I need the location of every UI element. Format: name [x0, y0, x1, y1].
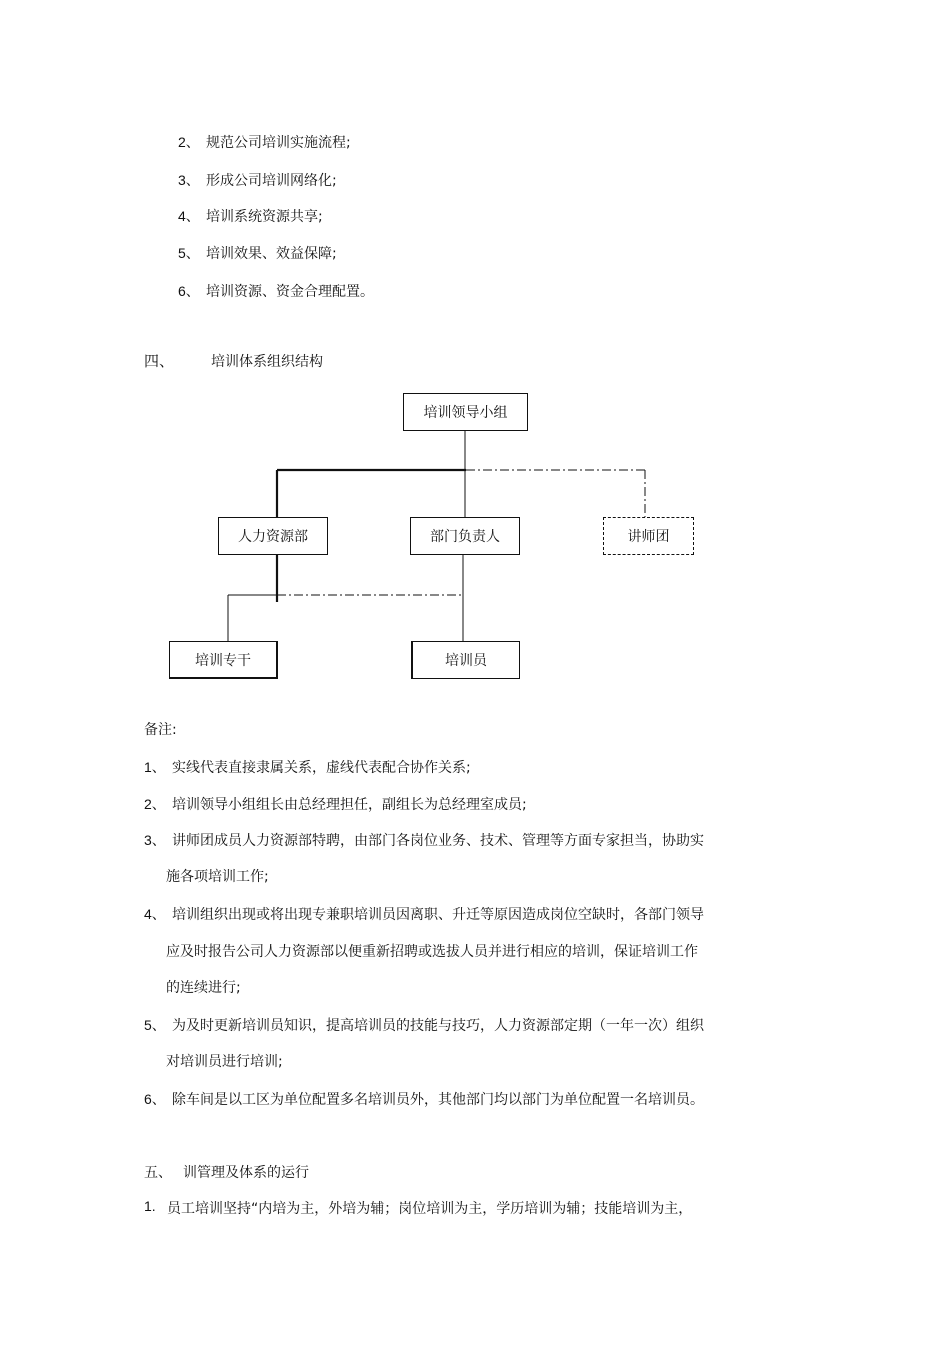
list-number: 2、: [178, 134, 200, 150]
note-text: 讲师团成员人力资源部特聘，由部门各岗位业务、技术、管理等方面专家担当，协助实: [172, 833, 704, 849]
list-item: [178, 281, 374, 301]
list-text: 培训效果、效益保障;: [206, 246, 337, 262]
note-text-continued: 对培训员进行培训;: [166, 1054, 283, 1070]
list-text: 形成公司培训网络化;: [206, 173, 337, 189]
list-text: 培训资源、资金合理配置。: [206, 284, 374, 300]
section-title: 培训体系组织结构: [211, 354, 323, 370]
list-item: [178, 170, 337, 190]
note-text-continued: 的连续进行;: [166, 980, 241, 996]
list-text: 培训系统资源共享;: [206, 209, 323, 225]
list-number: 1.: [144, 1198, 156, 1214]
org-node-lecturer-team: 讲师团: [603, 517, 694, 555]
list-item: [178, 206, 323, 226]
org-node-department-head: 部门负责人: [410, 517, 520, 555]
list-number: 3、: [178, 172, 200, 188]
note-number: 4、: [144, 906, 166, 922]
org-node-training-specialist: 培训专干: [169, 641, 278, 679]
note-text-continued: 施各项培训工作;: [166, 869, 269, 885]
note-text: 为及时更新培训员知识，提高培训员的技能与技巧，人力资源部定期（一年一次）组织: [172, 1018, 704, 1034]
note-text: 除车间是以工区为单位配置多名培训员外，其他部门均以部门为单位配置一名培训员。: [172, 1092, 704, 1108]
section-number: 四、: [144, 352, 175, 370]
note-number: 6、: [144, 1091, 166, 1107]
list-text: 规范公司培训实施流程;: [206, 135, 351, 151]
list-number: 5、: [178, 245, 200, 261]
note-text: 实线代表直接隶属关系，虚线代表配合协作关系;: [172, 760, 471, 776]
note-number: 3、: [144, 832, 166, 848]
list-item: [178, 132, 351, 152]
notes-title: 备注:: [144, 722, 177, 738]
list-item: [178, 243, 337, 263]
note-text: 培训组织出现或将出现专兼职培训员因离职、升迁等原因造成岗位空缺时，各部门领导: [172, 907, 704, 923]
list-text: 员工培训坚持“内培为主，外培为辅；岗位培训为主，学历培训为辅；技能培训为主，: [167, 1201, 693, 1217]
note-text: 培训领导小组组长由总经理担任，副组长为总经理室成员;: [172, 797, 527, 813]
org-node-hr-department: 人力资源部: [218, 517, 328, 555]
note-number: 1、: [144, 759, 166, 775]
section-title: 训管理及体系的运行: [183, 1165, 309, 1181]
list-number: 6、: [178, 283, 200, 299]
note-text-continued: 应及时报告公司人力资源部以便重新招聘或选拔人员并进行相应的培训，保证培训工作: [166, 944, 698, 960]
org-node-trainer: 培训员: [411, 641, 520, 679]
org-node-leadership-group: 培训领导小组: [403, 393, 528, 431]
note-number: 2、: [144, 796, 166, 812]
list-number: 4、: [178, 208, 200, 224]
section-number: 五、: [144, 1165, 172, 1181]
note-number: 5、: [144, 1017, 166, 1033]
